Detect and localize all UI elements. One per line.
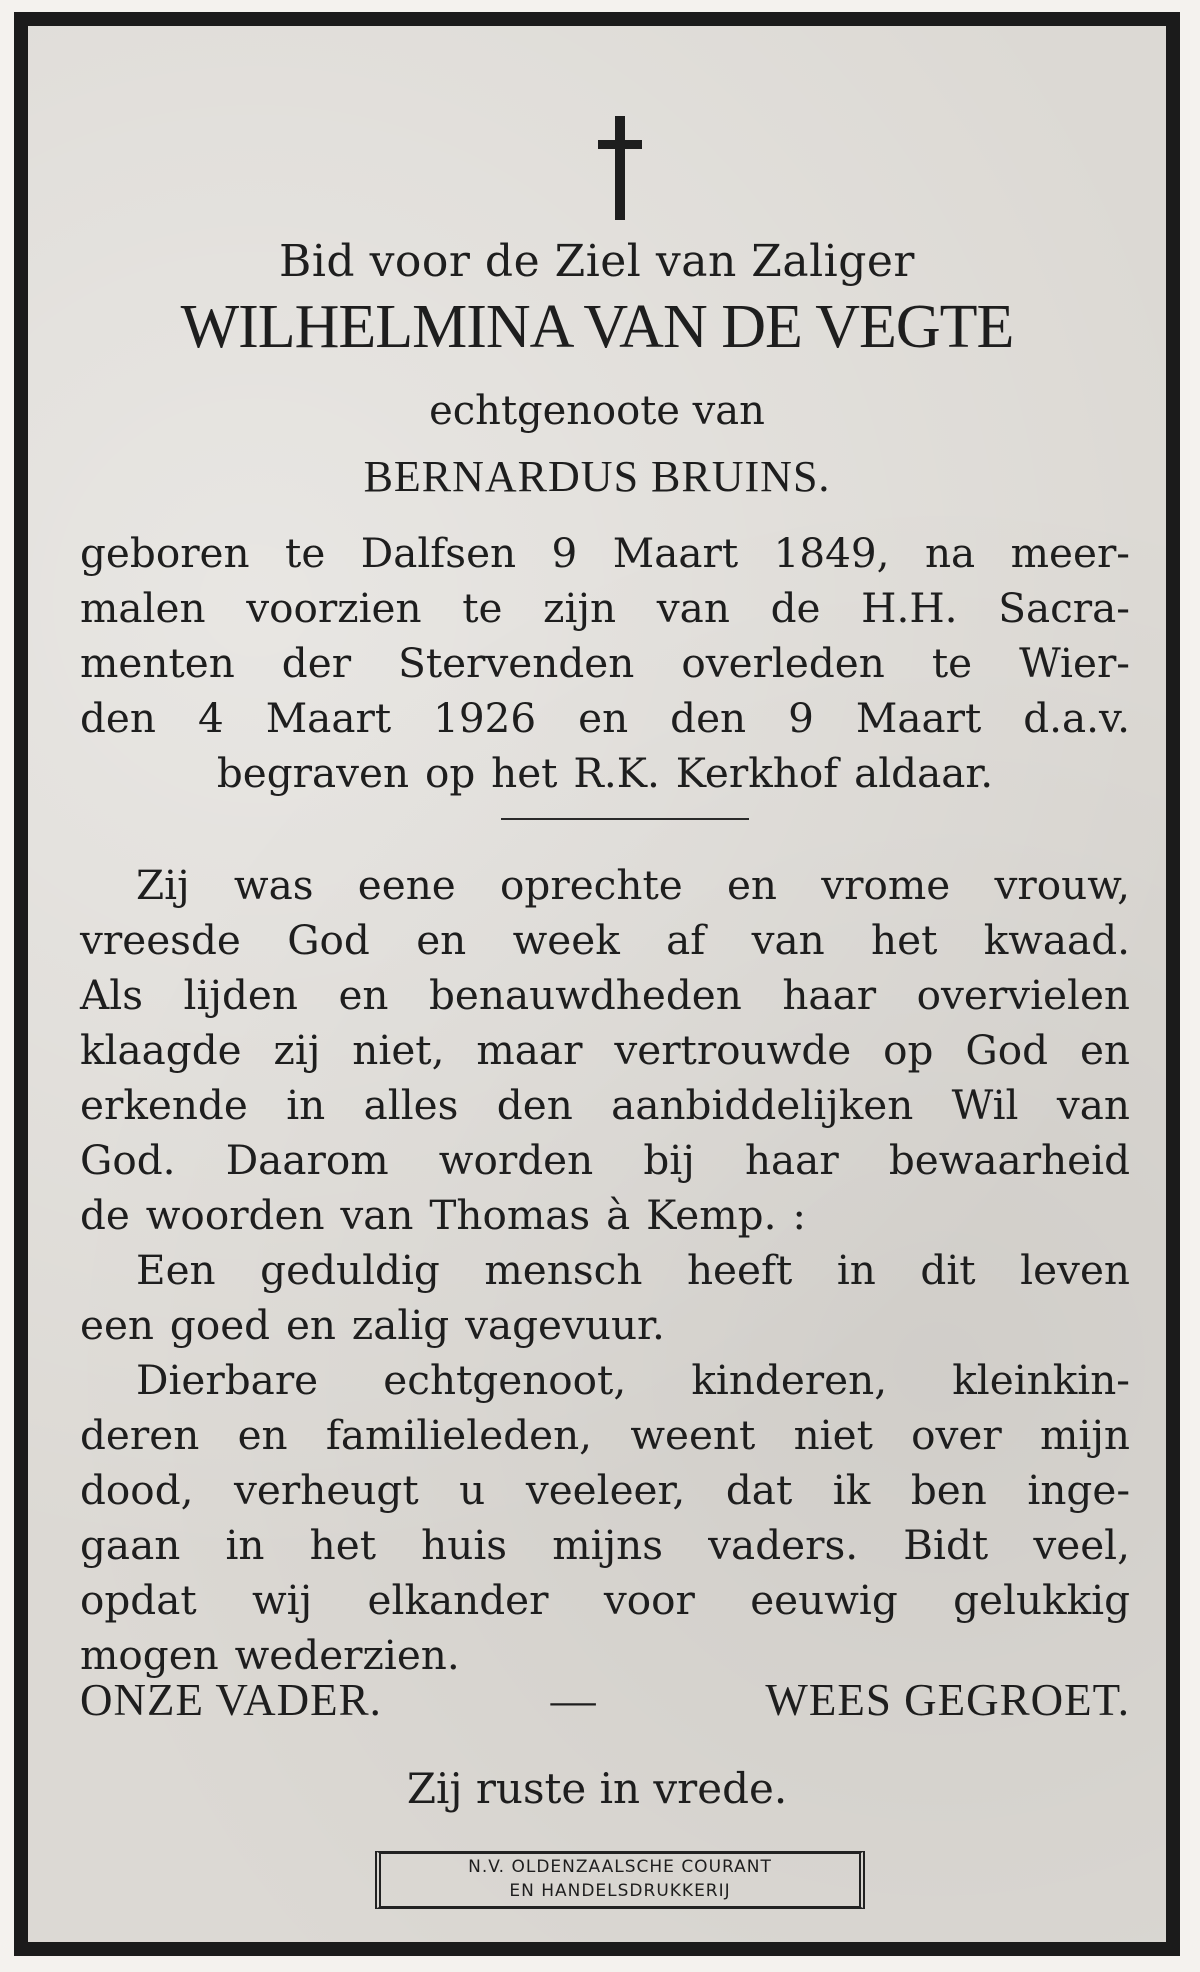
prayer-our-father: ONZE VADER. xyxy=(80,1675,382,1725)
deceased-name: WILHELMINA VAN DE VEGTE xyxy=(180,293,1014,361)
text-line: klaagde zij niet, maar vertrouwde op God en xyxy=(80,1026,1130,1074)
text-line: deren en familieleden, weent niet over mijn xyxy=(80,1411,1130,1459)
closing-line: Zij ruste in vrede. xyxy=(406,1764,788,1813)
bio-line: menten der Stervenden overleden te Wier- xyxy=(80,639,1130,687)
text-line: Zij was eene oprechte en vrome vrouw, xyxy=(136,861,1130,909)
text-line: een goed en zalig vagevuur. xyxy=(80,1301,665,1349)
text-line: opdat wij elkander voor eeuwig gelukkig xyxy=(80,1576,1130,1624)
text-line: gaan in het huis mijns vaders. Bidt veel, xyxy=(80,1521,1130,1569)
bio-line: geboren te Dalfsen 9 Maart 1849, na meer- xyxy=(80,529,1130,577)
prayer-dash: — xyxy=(550,1675,597,1725)
prayers-line xyxy=(80,1674,1130,1726)
card-paper xyxy=(28,26,1166,1942)
prayer-hail-mary: WEES GEGROET. xyxy=(765,1675,1130,1725)
text-line: God. Daarom worden bij haar bewaarheid xyxy=(80,1136,1130,1184)
text-line: vreesde God en week af van het kwaad. xyxy=(80,916,1130,964)
printer-imprint xyxy=(375,1851,865,1909)
bio-line: begraven op het R.K. Kerkhof aldaar. xyxy=(216,749,994,797)
text-line: Een geduldig mensch heeft in dit leven xyxy=(136,1246,1130,1294)
text-line: mogen wederzien. xyxy=(80,1631,460,1679)
text-line: de woorden van Thomas à Kemp. : xyxy=(80,1191,806,1239)
memorial-card xyxy=(14,12,1180,1956)
bio-line: den 4 Maart 1926 en den 9 Maart d.a.v. xyxy=(80,694,1130,742)
text-line: erkende in alles den aanbiddelijken Wil van xyxy=(80,1081,1130,1129)
imprint-line-2: EN HANDELSDRUKKERIJ xyxy=(509,1881,731,1901)
biography xyxy=(80,526,1130,801)
bio-line: malen voorzien te zijn van de H.H. Sacra- xyxy=(80,584,1130,632)
text-line: Als lijden en benauwdheden haar overvielen xyxy=(80,971,1130,1019)
divider xyxy=(501,818,749,820)
spouse-name: BERNARDUS BRUINS. xyxy=(363,452,831,501)
cross-icon xyxy=(598,116,642,220)
text-line: dood, verheugt u veeleer, dat ik ben inge- xyxy=(80,1466,1130,1514)
spouse-intro: echtgenoote van xyxy=(429,388,765,434)
memorial-text xyxy=(80,858,1130,1683)
imprint-line-1: N.V. OLDENZAALSCHE COURANT xyxy=(468,1857,772,1877)
text-line: Dierbare echtgenoot, kinderen, kleinkin- xyxy=(136,1356,1130,1404)
intro-line: Bid voor de Ziel van Zaliger xyxy=(279,236,915,287)
